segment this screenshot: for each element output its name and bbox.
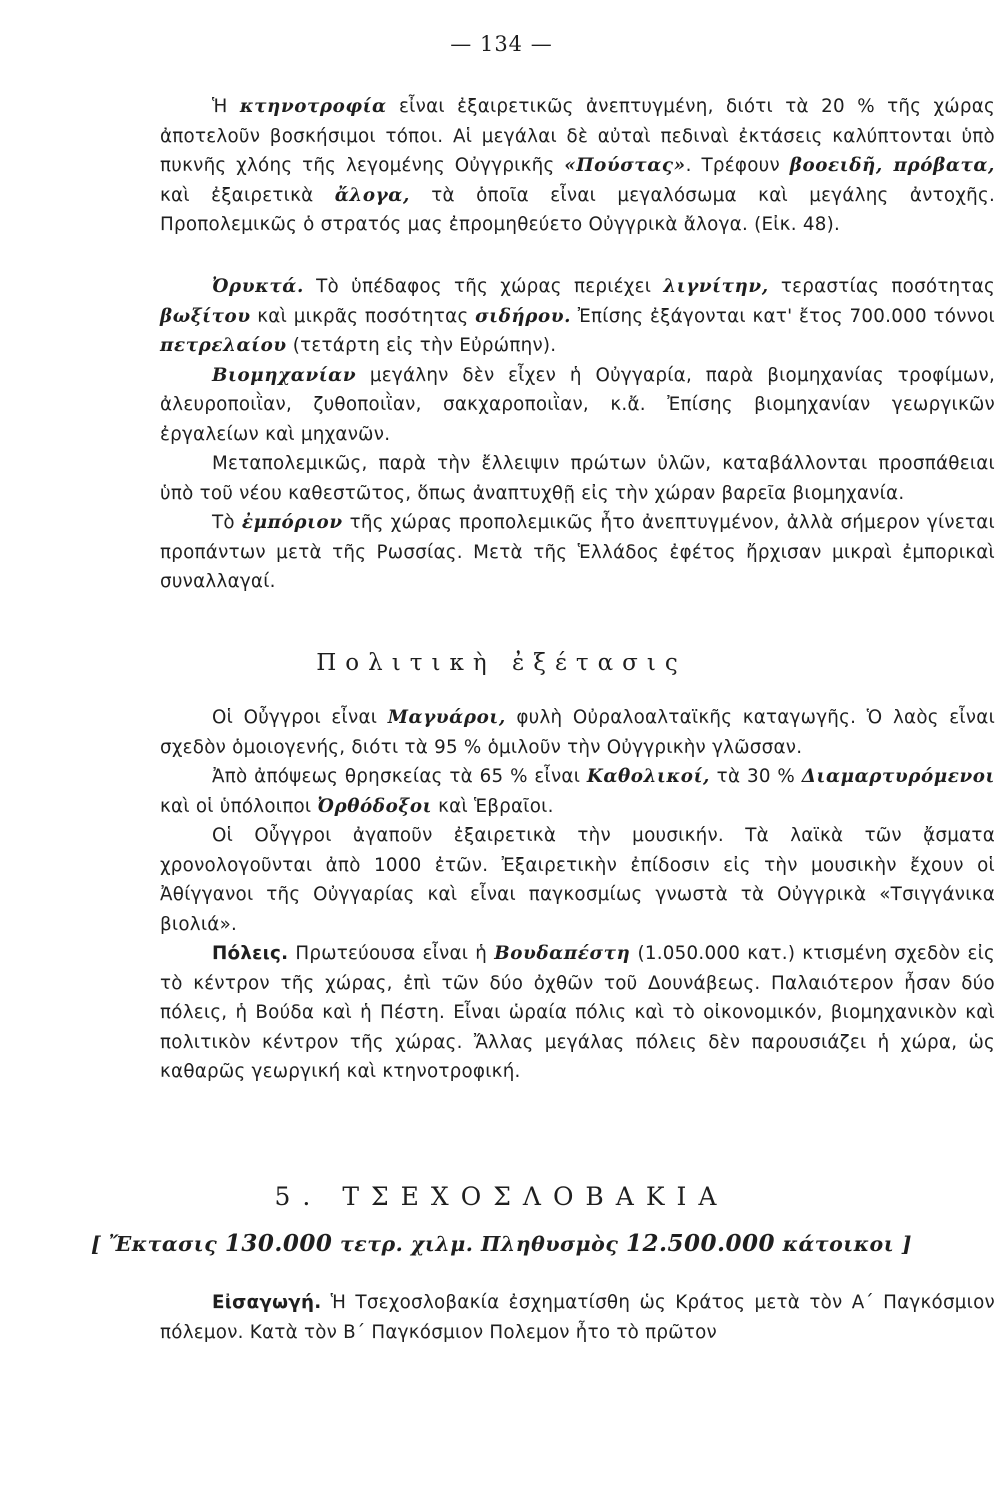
text-run: μεγάλην δὲν εἶχεν ἡ Οὐγγαρία, παρὰ βιομηχανίας τροφίμων, ἀλευροποιῒαν, ζυθοποιῒαν, σακχαροποιῒαν, κ.ἄ. Ἐπίσης βιομηχανίαν γεωργικῶν ἐργαλείων καὶ μηχανῶν.	[160, 364, 995, 445]
heading-minerals: Ὀρυκτά.	[212, 276, 304, 297]
heading-cities: Πόλεις.	[212, 943, 289, 964]
population-label: Πληθυσμὸς	[481, 1232, 626, 1256]
term-orthodox: Ὀρθόδοξοι	[317, 795, 433, 817]
term-lignite: λιγνίτην,	[663, 276, 769, 297]
text-run: φυλὴ Οὐραλοαλταϊκῆς καταγωγῆς. Ὁ λαὸς εἶναι σχεδὸν ὁμοιογενής, διότι τὰ 95 % ὁμιλοῦν τὴν Οὐγγρικὴν γλῶσσαν.	[160, 707, 996, 758]
term-cattle-sheep: βοοειδῆ, πρόβατα,	[789, 155, 996, 176]
term-protestants: Διαμαρτυρόμενοι	[801, 766, 995, 787]
chapter-title: 5. ΤΣΕΧΟΣΛΟΒΑΚΙΑ	[274, 1182, 729, 1211]
term-pusta: «Πούστας»	[564, 155, 686, 176]
text-run: καὶ οἱ ὑπόλοιποι	[160, 795, 318, 817]
page-number: — 134 —	[450, 32, 553, 56]
paragraph-political	[160, 703, 995, 1087]
term-trade: ἐμπόριον	[241, 512, 343, 533]
area-label: Ἔκτασις	[108, 1232, 225, 1256]
area-unit: τετρ. χιλμ.	[332, 1232, 482, 1256]
text-run: τὰ 30 %	[709, 766, 802, 787]
population-value: 12.500.000	[625, 1230, 776, 1257]
text-run: καὶ ἐξαιρετικὰ	[160, 184, 335, 206]
term-catholics: Καθολικοί,	[586, 766, 710, 787]
text-run: τὰ ὁποῖα εἶναι μεγαλόσωμα καὶ μεγάλης ἀντοχῆς. Προπολεμικῶς ὁ στρατός μας ἐπρομηθεύετο Οὐγγρικὰ ἄλογα. (Εἰκ. 48).	[160, 184, 996, 235]
term-industry: Βιομηχανίαν	[212, 364, 357, 386]
paragraph-livestock	[160, 92, 995, 240]
section-title: Πολιτικὴ ἐξέτασις	[316, 650, 687, 676]
term-magyars: Μαγυάροι,	[387, 707, 506, 728]
text-run: Ἡ Τσεχοσλοβακία ἐσχηματίσθη ὡς Κράτος μετὰ τὸν Α΄ Παγκόσμιον πόλεμον. Κατὰ τὸν Β΄ Παγκόσμιον Πολεμον ἦτο τὸ πρῶτον	[160, 1292, 995, 1343]
text-run: Ἀπὸ ἀπόψεως θρησκείας τὰ 65 % εἶναι	[212, 766, 587, 787]
paragraph-music: Οἱ Οὖγγροι ἀγαποῦν ἐξαιρετικὰ τὴν μουσικήν. Τὰ λαϊκὰ τῶν ᾄσματα χρονολογοῦνται ἀπὸ 1000 ἐτῶν. Ἐξαιρετικὴν ἐπίδοσιν εἰς τὴν μουσικὴν ἔχουν οἱ Ἀθίγγανοι τῆς Οὐγγαρίας καὶ εἶναι παγκοσμίως γνωστὰ τὰ Οὐγγρικὰ «Τσιγγάνικα βιολιά».	[160, 825, 995, 935]
population-unit: κάτοικοι	[775, 1232, 895, 1256]
bracket-open: [	[90, 1232, 109, 1256]
term-bauxite: βωξίτου	[160, 305, 251, 327]
paragraph-minerals	[160, 272, 995, 597]
area-value: 130.000	[224, 1230, 333, 1257]
term-iron: σιδήρου.	[475, 305, 572, 327]
text-run: Τὸ ὑπέδαφος τῆς χώρας περιέχει	[303, 276, 664, 297]
term-livestock: κτηνοτροφία	[239, 96, 387, 117]
text-run: καὶ μικρᾶς ποσότητας	[250, 305, 476, 327]
text-run: τεραστίας ποσότητας	[768, 276, 995, 297]
chapter-stats	[0, 1230, 1003, 1257]
text-run: εἶναι ἐξαιρετικῶς ἀνεπτυγμένη, διότι τὰ 20 % τῆς χώρας ἀποτελοῦν βοσκήσιμοι τόποι. Αἱ μεγάλαι δὲ αὐταὶ πεδιναὶ ἐκτάσεις καλύπτονται ὑπὸ πυκνῆς χλόης τῆς λεγομένης Οὐγγρικῆς	[160, 96, 995, 176]
text-run: Πρωτεύουσα εἶναι ἡ	[288, 943, 495, 964]
text-run: Ἐπίσης ἐξάγονται κατ' ἔτος 700.000 τόννοι	[571, 305, 995, 327]
heading-introduction: Εἰσαγωγή.	[212, 1292, 322, 1313]
text-run: (1.050.000 κατ.) κτισμένη σχεδὸν εἰς τὸ κέντρον τῆς χώρας, ἐπὶ τῶν δύο ὀχθῶν τοῦ Δουνάβεως. Παλαιότερον ἦσαν δύο πόλεις, ἡ Βούδα καὶ ἡ Πέστη. Εἶναι ὡραία πόλις καὶ τὸ οἰκονομικόν, βιομηχανικὸν καὶ πολιτικὸν κέντρον τῆς χώρας. Ἄλλας μεγάλας πόλεις δὲν παρουσιάζει ἡ χώρα, ὡς καθαρῶς γεωργική καὶ κτηνοτροφική.	[160, 943, 995, 1082]
text-run: . Τρέφουν	[685, 155, 790, 176]
paragraph-postwar: Μεταπολεμικῶς, παρὰ τὴν ἔλλειψιν πρώτων ὑλῶν, καταβάλλονται προσπάθειαι ὑπὸ τοῦ νέου καθεστῶτος, ὅπως ἀναπτυχθῇ εἰς τὴν χώραν βαρεῖα βιομηχανία.	[160, 453, 995, 504]
paragraph-introduction	[160, 1288, 995, 1347]
text-run: Ἡ	[212, 96, 240, 117]
text-run: Τὸ	[212, 512, 242, 533]
term-petroleum: πετρελαίου	[160, 335, 287, 356]
term-budapest: Βουδαπέστη	[494, 943, 631, 964]
text-run: (τετάρτη εἰς τὴν Εὐρώπην).	[286, 335, 557, 356]
term-horses: ἄλογα,	[334, 184, 410, 206]
text-run: Οἱ Οὖγγροι εἶναι	[212, 707, 388, 728]
bracket-close: ]	[894, 1232, 912, 1256]
text-run: καὶ Ἑβραῖοι.	[432, 795, 554, 817]
text-run: τῆς χώρας προπολεμικῶς ἦτο ἀνεπτυγμένον, ἀλλὰ σήμερον γίνεται προπάντων μετὰ τῆς Ρωσσίας. Μετὰ τῆς Ἑλλάδος ἐφέτος ἤρχισαν μικραὶ ἐμπορικαὶ συναλλαγαί.	[160, 512, 995, 592]
